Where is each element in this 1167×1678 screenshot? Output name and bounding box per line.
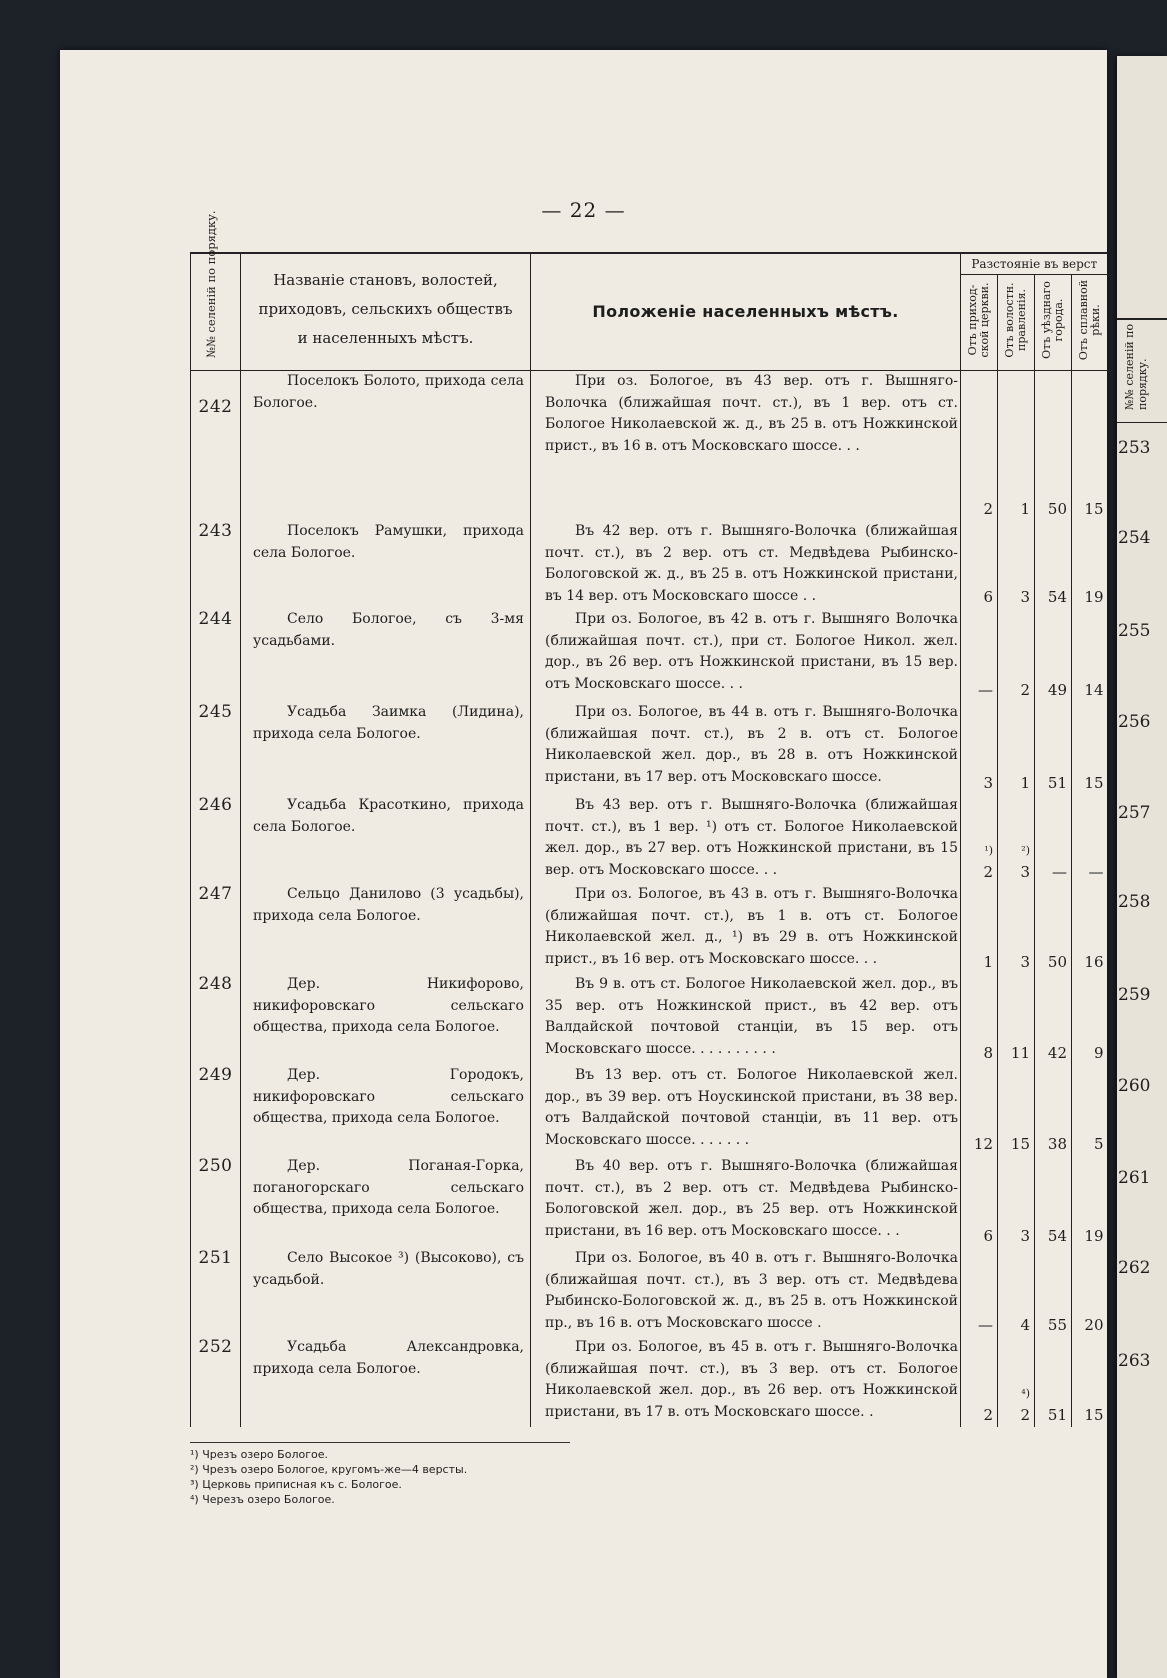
settlement-name bbox=[241, 974, 531, 1065]
settlement-name-text: Дер. Поганая-Горка, поганогорскаго сельскаго общества, прихода села Бологое. bbox=[253, 1158, 524, 1218]
adjacent-row-number: 256 bbox=[1118, 712, 1151, 732]
distance-river bbox=[1072, 521, 1108, 609]
adjacent-row-number: 253 bbox=[1118, 438, 1151, 458]
settlement-position-text: Въ 13 вер. отъ ст. Бологое Николаевской жел. дор., въ 39 вер. отъ Ноускинской пристани, въ 38 вер. отъ Валдайской почтовой станціи, въ 11 вер. отъ Московскаго шоссе. . . . . . . bbox=[545, 1067, 958, 1148]
distance-town bbox=[1035, 609, 1072, 702]
distance-volost bbox=[998, 974, 1035, 1065]
header-name-col bbox=[241, 253, 531, 371]
settlement-position-text: Въ 43 вер. отъ г. Вышняго-Волочка (ближайшая почт. ст.), въ 1 вер. ¹) отъ ст. Бологое Николаевской жел. дор., въ 27 вер. отъ Ножкинской пристани, въ 15 вер. отъ Московскаго шоссе. . . bbox=[545, 797, 958, 878]
distance-value: 15 bbox=[1084, 774, 1104, 793]
table-row bbox=[191, 795, 1108, 884]
table-row bbox=[191, 884, 1108, 974]
settlement-name bbox=[241, 521, 531, 609]
distance-value: 51 bbox=[1047, 774, 1067, 793]
distance-footnote-mark: ¹) bbox=[984, 844, 993, 858]
distance-town bbox=[1035, 521, 1072, 609]
settlement-name bbox=[241, 1337, 531, 1427]
page-number: — 22 — bbox=[541, 198, 626, 222]
settlement-position bbox=[531, 795, 961, 884]
distance-value: 14 bbox=[1084, 681, 1104, 700]
distance-river bbox=[1072, 1156, 1108, 1248]
distance-value: 3 bbox=[1020, 953, 1030, 972]
adjacent-row-number: 257 bbox=[1118, 803, 1151, 823]
table-row bbox=[191, 521, 1108, 609]
row-number: 249 bbox=[191, 1065, 241, 1156]
table-row bbox=[191, 371, 1108, 522]
distance-town bbox=[1035, 884, 1072, 974]
adjacent-header-text: №№ селеній по порядку. bbox=[1123, 323, 1149, 410]
distance-church bbox=[961, 1065, 998, 1156]
distance-town bbox=[1035, 974, 1072, 1065]
distance-town bbox=[1035, 1065, 1072, 1156]
distance-col-town: Отъ уѣзднаго города. bbox=[1035, 275, 1072, 370]
distance-town bbox=[1035, 795, 1072, 884]
distance-river bbox=[1072, 702, 1108, 795]
settlement-position-text: При оз. Бологое, въ 42 в. отъ г. Вышняго Волочка (ближайшая почт. ст.), при ст. Бологое Никол. жел. дор., въ 26 вер. отъ Ножкинской пристани, въ 15 вер. отъ Московскаго шоссе. . . bbox=[545, 611, 958, 692]
distance-value: 49 bbox=[1047, 681, 1067, 700]
settlement-name-text: Село Бологое, съ 3-мя усадьбами. bbox=[253, 611, 524, 649]
settlement-position bbox=[531, 884, 961, 974]
settlement-position bbox=[531, 1337, 961, 1427]
distance-river bbox=[1072, 795, 1108, 884]
distance-river bbox=[1072, 371, 1108, 522]
footnote: ³) Церковь приписная къ с. Бологое. bbox=[190, 1478, 402, 1491]
settlement-name-text: Дер. Никифорово, никифоровскаго сельскаго общества, прихода села Бологое. bbox=[253, 976, 524, 1036]
distance-footnote-mark: ²) bbox=[1021, 844, 1030, 858]
settlement-name bbox=[241, 1065, 531, 1156]
settlement-name bbox=[241, 795, 531, 884]
adjacent-row-number: 258 bbox=[1118, 892, 1151, 912]
distance-value: 2 bbox=[1020, 1406, 1030, 1425]
distance-value: 12 bbox=[973, 1135, 993, 1154]
settlement-position bbox=[531, 521, 961, 609]
distance-church bbox=[961, 702, 998, 795]
distance-value: 4 bbox=[1020, 1316, 1030, 1335]
distance-value: 3 bbox=[1020, 863, 1030, 882]
row-number: 243 bbox=[191, 521, 241, 609]
settlement-name-text: Усадьба Александровка, прихода села Бологое. bbox=[253, 1339, 524, 1377]
distance-town bbox=[1035, 1337, 1072, 1427]
distance-value: 16 bbox=[1084, 953, 1104, 972]
distance-river bbox=[1072, 884, 1108, 974]
adjacent-row-number: 254 bbox=[1118, 528, 1151, 548]
settlement-name bbox=[241, 609, 531, 702]
table-row bbox=[191, 1065, 1108, 1156]
distance-value: 8 bbox=[983, 1044, 993, 1063]
settlement-position bbox=[531, 1065, 961, 1156]
footnote: ²) Чрезъ озеро Бологое, кругомъ-же—4 версты. bbox=[190, 1463, 468, 1476]
distance-value: — bbox=[978, 1316, 993, 1335]
distance-value: 3 bbox=[1020, 1227, 1030, 1246]
distance-value: 15 bbox=[1084, 1406, 1104, 1425]
header-name-line: Названіе становъ, волостей, bbox=[273, 271, 498, 289]
adjacent-row-number: 262 bbox=[1118, 1258, 1151, 1278]
distance-col-church: Отъ приход-ской церкви. bbox=[961, 275, 998, 370]
settlement-name-text: Усадьба Заимка (Лидина), прихода села Бологое. bbox=[253, 704, 524, 742]
settlement-position-text: При оз. Бологое, въ 43 вер. отъ г. Вышняго-Волочка (ближайшая почт. ст.), въ 1 вер. отъ ст. Бологое Николаевской ж. д., въ 25 в. отъ Ножкинской прист., въ 16 в. отъ Московскаго шоссе. . . bbox=[545, 373, 958, 454]
distance-volost bbox=[998, 1248, 1035, 1337]
distance-value: 19 bbox=[1084, 588, 1104, 607]
distance-value: 54 bbox=[1047, 588, 1067, 607]
footnote: ⁴) Черезъ озеро Бологое. bbox=[190, 1493, 335, 1506]
distance-river bbox=[1072, 609, 1108, 702]
distance-footnote-mark: ⁴) bbox=[1021, 1387, 1030, 1401]
distance-volost bbox=[998, 1156, 1035, 1248]
adjacent-row-number: 259 bbox=[1118, 985, 1151, 1005]
distance-river bbox=[1072, 1065, 1108, 1156]
header-position-col bbox=[531, 253, 961, 371]
distance-value: 50 bbox=[1047, 953, 1067, 972]
distance-church bbox=[961, 1156, 998, 1248]
distance-value: 54 bbox=[1047, 1227, 1067, 1246]
row-number: 242 bbox=[191, 371, 241, 522]
distance-value: — bbox=[1088, 863, 1104, 882]
distance-town bbox=[1035, 1156, 1072, 1248]
header-no-col bbox=[191, 210, 241, 371]
distance-value: 19 bbox=[1084, 1227, 1104, 1246]
table-row bbox=[191, 1156, 1108, 1248]
settlement-name bbox=[241, 702, 531, 795]
settlement-position bbox=[531, 1156, 961, 1248]
settlement-position-text: Въ 42 вер. отъ г. Вышняго-Волочка (ближайшая почт. ст.), въ 2 вер. отъ ст. Медвѣдева Рыбинско-Бологовской ж. д., въ 25 в. отъ Ножкинской пристани, въ 14 вер. отъ Московскаго шоссе . . bbox=[545, 523, 958, 604]
distance-value: 51 bbox=[1047, 1406, 1067, 1425]
distance-value: 9 bbox=[1093, 1044, 1104, 1063]
distance-church bbox=[961, 1248, 998, 1337]
distance-value: 6 bbox=[983, 588, 993, 607]
distance-value: — bbox=[978, 681, 993, 700]
table-row bbox=[191, 1248, 1108, 1337]
distance-church bbox=[961, 974, 998, 1065]
table-header-row bbox=[191, 253, 1108, 371]
row-number: 250 bbox=[191, 1156, 241, 1248]
distance-town bbox=[1035, 702, 1072, 795]
distance-volost bbox=[998, 371, 1035, 522]
settlement-position-text: Въ 9 в. отъ ст. Бологое Николаевской жел. дор., въ 35 вер. отъ Ножкинской прист., въ 42 вер. отъ Валдайской почтовой станціи, въ 15 вер. отъ Московскаго шоссе. . . . . . . . . . bbox=[545, 976, 958, 1057]
row-number: 247 bbox=[191, 884, 241, 974]
distance-town bbox=[1035, 1248, 1072, 1337]
row-number: 244 bbox=[191, 609, 241, 702]
distance-value: 6 bbox=[983, 1227, 993, 1246]
distance-town bbox=[1035, 371, 1072, 522]
distance-value: 2 bbox=[983, 863, 993, 882]
row-number: 248 bbox=[191, 974, 241, 1065]
settlements-table bbox=[190, 210, 1108, 1427]
row-number: 252 bbox=[191, 1337, 241, 1427]
distance-volost bbox=[998, 795, 1035, 884]
distance-value: 1 bbox=[983, 953, 993, 972]
header-name-line: и населенныхъ мѣстъ. bbox=[297, 329, 474, 347]
settlement-position-text: При оз. Бологое, въ 45 в. отъ г. Вышняго-Волочка (ближайшая почт. ст.), въ 3 вер. отъ ст. Бологое Николаевской жел. дор., въ 26 вер. отъ Ножкинской пристани, въ 17 в. отъ Московскаго шоссе. . bbox=[545, 1339, 958, 1420]
footnotes bbox=[190, 1442, 570, 1507]
distance-value: 2 bbox=[983, 500, 993, 519]
distance-value: 1 bbox=[1020, 500, 1030, 519]
adjacent-row-number: 260 bbox=[1118, 1076, 1151, 1096]
settlement-position-text: Въ 40 вер. отъ г. Вышняго-Волочка (ближайшая почт. ст.), въ 2 вер. отъ ст. Медвѣдева Рыбинско-Бологовской жел. дор., въ 25 вер. отъ Ножкинской пристани, въ 16 вер. отъ Московскаго шоссе. . . bbox=[545, 1158, 958, 1239]
distance-value: 3 bbox=[983, 774, 993, 793]
distance-church bbox=[961, 1337, 998, 1427]
distance-col-volost: Отъ волостн. правленія. bbox=[998, 275, 1035, 370]
document-page bbox=[60, 50, 1107, 1678]
header-distance-group bbox=[961, 253, 1108, 371]
distance-church bbox=[961, 884, 998, 974]
distance-church bbox=[961, 609, 998, 702]
distance-river bbox=[1072, 1248, 1108, 1337]
distance-church bbox=[961, 521, 998, 609]
distance-volost bbox=[998, 1337, 1035, 1427]
distance-volost bbox=[998, 702, 1035, 795]
settlement-position-text: При оз. Бологое, въ 40 в. отъ г. Вышняго-Волочка (ближайшая почт. ст.), въ 3 вер. отъ ст. Медвѣдева Рыбинско-Бологовской ж. д., въ 25 в. отъ Ножкинской пр., въ 16 в. отъ Московскаго шоссе . bbox=[545, 1250, 958, 1331]
distance-volost bbox=[998, 1065, 1035, 1156]
table-row bbox=[191, 609, 1108, 702]
settlement-position bbox=[531, 974, 961, 1065]
header-position-text: Положеніе населенныхъ мѣстъ. bbox=[592, 302, 899, 321]
settlement-name bbox=[241, 371, 531, 522]
row-number: 245 bbox=[191, 702, 241, 795]
table-row bbox=[191, 1337, 1108, 1427]
settlement-position bbox=[531, 1248, 961, 1337]
distance-volost bbox=[998, 521, 1035, 609]
adjacent-page-header bbox=[1117, 318, 1167, 423]
table-row bbox=[191, 702, 1108, 795]
distance-value: 2 bbox=[983, 1406, 993, 1425]
distance-value: 5 bbox=[1093, 1135, 1104, 1154]
distance-church bbox=[961, 371, 998, 522]
settlement-name bbox=[241, 884, 531, 974]
adjacent-row-number: 263 bbox=[1118, 1351, 1151, 1371]
distance-value: 38 bbox=[1047, 1135, 1067, 1154]
settlement-name-text: Поселокъ Рамушки, прихода села Бологое. bbox=[253, 523, 524, 561]
settlement-name-text: Дер. Городокъ, никифоровскаго сельскаго общества, прихода села Бологое. bbox=[253, 1067, 524, 1127]
settlement-position bbox=[531, 371, 961, 522]
distance-value: 3 bbox=[1020, 588, 1030, 607]
distance-river bbox=[1072, 974, 1108, 1065]
adjacent-page-edge bbox=[1117, 56, 1167, 1678]
settlement-name bbox=[241, 1156, 531, 1248]
table-row bbox=[191, 974, 1108, 1065]
distance-river bbox=[1072, 1337, 1108, 1427]
distance-value: 20 bbox=[1084, 1316, 1104, 1335]
header-no-text: №№ селеній по порядку. bbox=[204, 210, 218, 358]
row-number: 251 bbox=[191, 1248, 241, 1337]
settlement-position-text: При оз. Бологое, въ 43 в. отъ г. Вышняго-Волочка (ближайшая почт. ст.), въ 1 в. отъ ст. Бологое Николаевской жел. д., ¹) въ 29 в. отъ Ножкинской прист., въ 16 вер. отъ Московскаго шоссе. . . bbox=[545, 886, 958, 967]
adjacent-row-number: 261 bbox=[1118, 1168, 1151, 1188]
settlement-name-text: Усадьба Красоткино, прихода села Бологое. bbox=[253, 797, 524, 835]
settlement-position-text: При оз. Бологое, въ 44 в. отъ г. Вышняго-Волочка (ближайшая почт. ст.), въ 2 в. отъ ст. Бологое Николаевской жел. дор., въ 28 в. отъ Ножкинской пристани, въ 17 вер. отъ Московскаго шоссе. bbox=[545, 704, 958, 785]
footnote: ¹) Чрезъ озеро Бологое. bbox=[190, 1448, 328, 1461]
distance-value: 2 bbox=[1020, 681, 1030, 700]
distance-value: 55 bbox=[1047, 1316, 1067, 1335]
settlement-position bbox=[531, 609, 961, 702]
distance-col-river: Отъ сплавной рѣки. bbox=[1077, 279, 1103, 361]
distance-value: 50 bbox=[1047, 500, 1067, 519]
distance-value: 42 bbox=[1047, 1044, 1067, 1063]
distance-value: 15 bbox=[1010, 1135, 1030, 1154]
settlement-name-text: Сельцо Данилово (3 усадьбы), прихода села Бологое. bbox=[253, 886, 524, 924]
settlement-name-text: Поселокъ Болото, прихода села Бологое. bbox=[253, 373, 524, 411]
row-number: 246 bbox=[191, 795, 241, 884]
distance-value: — bbox=[1052, 863, 1067, 882]
settlement-name bbox=[241, 1248, 531, 1337]
distance-volost bbox=[998, 609, 1035, 702]
settlement-name-text: Село Высокое ³) (Высоково), съ усадьбой. bbox=[253, 1250, 524, 1288]
header-name-line: приходовъ, сельскихъ обществъ bbox=[258, 300, 513, 318]
distance-value: 1 bbox=[1020, 774, 1030, 793]
distance-group-label: Разстояніе въ верст bbox=[961, 254, 1108, 275]
distance-church bbox=[961, 795, 998, 884]
distance-volost bbox=[998, 884, 1035, 974]
distance-value: 11 bbox=[1010, 1044, 1030, 1063]
settlement-position bbox=[531, 702, 961, 795]
adjacent-row-number: 255 bbox=[1118, 621, 1151, 641]
distance-value: 15 bbox=[1084, 500, 1104, 519]
